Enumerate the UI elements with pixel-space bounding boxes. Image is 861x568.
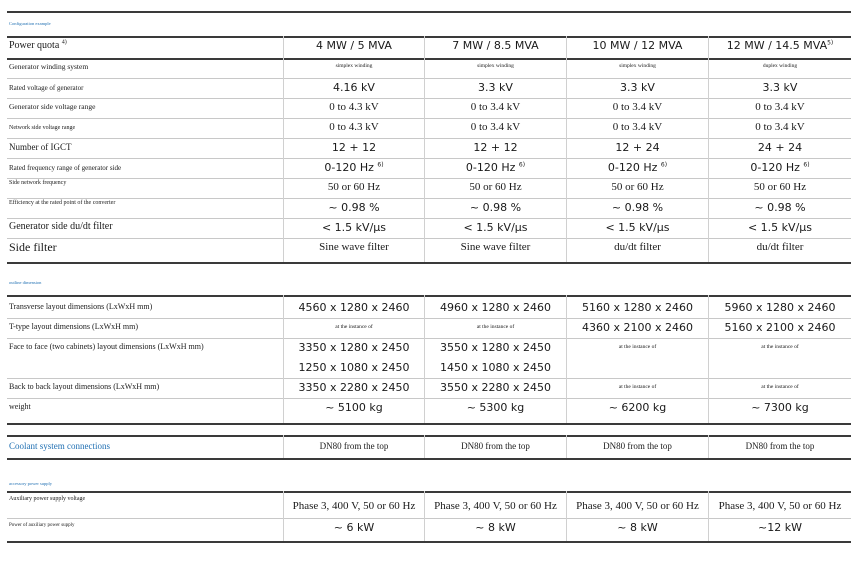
cell-net-freq-4: 50 or 60 Hz: [753, 181, 807, 193]
row-divider: [7, 338, 851, 339]
column-header-1: 4 MW / 5 MVA: [316, 39, 392, 52]
cell-freq-range-4: 0-120 Hz $^{6)}$: [750, 161, 810, 174]
column-header-4: 12 MW / 14.5 MVA$^{5)}$: [726, 39, 834, 52]
cell-face-2: 3550 x 1280 x 2450: [440, 341, 551, 354]
rule-config-bottom: [7, 262, 851, 264]
cell-gen-voltage-range-4: 0 to 3.4 kV: [755, 101, 805, 113]
column-header-2: 7 MW / 8.5 MVA: [452, 39, 539, 52]
row-divider: [7, 218, 851, 219]
cell-winding-4: duplex winding: [762, 63, 798, 69]
row-divider: [7, 518, 851, 519]
cell-efficiency-1: ~ 0.98 %: [328, 201, 380, 214]
row-label-ttype: T-type layout dimensions (LxWxH mm): [9, 322, 139, 331]
cell-transverse-1: 4560 x 1280 x 2460: [298, 301, 410, 314]
row-divider: [7, 378, 851, 379]
row-label-net-freq: Side network frequency: [9, 180, 67, 186]
row-label-gen-voltage-range: Generator side voltage range: [9, 102, 96, 111]
cell-weight-2: ~ 5300 kg: [466, 401, 525, 414]
row-label-weight: weight: [9, 402, 31, 411]
row-divider: [7, 158, 851, 159]
cell-igct-3: 12 + 24: [615, 141, 660, 154]
row-label-freq-range: Rated frequency range of generator side: [9, 164, 122, 172]
row-divider: [7, 138, 851, 139]
cell-aux-voltage-4: Phase 3, 400 V, 50 or 60 Hz: [718, 500, 842, 512]
cell-gen-voltage-range-2: 0 to 3.4 kV: [470, 101, 521, 113]
cell-winding-3: simplex winding: [619, 63, 656, 69]
cell-side-filter-2: Sine wave filter: [460, 241, 531, 253]
cell-efficiency-4: ~ 0.98 %: [754, 201, 806, 214]
cell-back-2: 3550 x 2280 x 2450: [440, 381, 551, 394]
row-label-back: Back to back layout dimensions (LxWxH mm): [9, 382, 160, 391]
row-label-side-filter: Side filter: [9, 240, 57, 254]
cell-efficiency-2: ~ 0.98 %: [469, 201, 522, 214]
cell-freq-range-3: 0-120 Hz $^{6)}$: [607, 161, 668, 174]
cell-rated-voltage-2: 3.3 kV: [478, 81, 513, 94]
row-label-coolant: Coolant system connections: [9, 441, 110, 451]
cell-aux-power-2: ~ 8 kW: [475, 521, 516, 534]
cell-coolant-1: DN80 from the top: [319, 441, 389, 451]
row-divider: [7, 318, 851, 319]
cell-side-filter-1: Sine wave filter: [319, 241, 389, 253]
cell-transverse-2: 4960 x 1280 x 2460: [440, 301, 551, 314]
cell-dudt-3: < 1.5 kV/μs: [605, 221, 670, 234]
cell-net-voltage-range-1: 0 to 4.3 kV: [329, 121, 379, 133]
cell-ttype-1: at the instance of: [335, 324, 373, 330]
row-divider: [7, 78, 851, 79]
row-label-net-voltage-range: Network side voltage range: [9, 125, 76, 131]
row-label-efficiency: Efficiency at the rated point of the converter: [9, 200, 116, 206]
cell-dudt-4: < 1.5 kV/μs: [747, 221, 813, 234]
cell-net-freq-2: 50 or 60 Hz: [469, 181, 522, 193]
cell-face-alt-1: 1250 x 1080 x 2450: [298, 361, 410, 374]
row-label-dudt: Generator side du/dt filter: [9, 221, 113, 232]
cell-net-voltage-range-3: 0 to 3.4 kV: [612, 121, 663, 133]
cell-aux-power-3: ~ 8 kW: [617, 521, 658, 534]
rule-dim-top: [7, 295, 851, 297]
cell-gen-voltage-range-3: 0 to 3.4 kV: [612, 101, 663, 113]
row-label-igct: Number of IGCT: [9, 142, 72, 152]
row-divider: [7, 178, 851, 179]
row-label-aux-voltage: Auxiliary power supply voltage: [9, 496, 86, 502]
cell-net-freq-1: 50 or 60 Hz: [327, 181, 381, 193]
section-title-auxiliary: accessory power supply: [9, 481, 52, 486]
cell-weight-3: ~ 6200 kg: [608, 401, 667, 414]
row-label-winding: Generator winding system: [9, 62, 89, 71]
cell-aux-voltage-3: Phase 3, 400 V, 50 or 60 Hz: [576, 500, 699, 512]
cell-efficiency-3: ~ 0.98 %: [611, 201, 664, 214]
rule-top: [7, 11, 851, 13]
cell-ttype-2: at the instance of: [476, 324, 515, 330]
cell-igct-4: 24 + 24: [757, 141, 803, 154]
cell-igct-2: 12 + 12: [473, 141, 518, 154]
cell-coolant-3: DN80 from the top: [603, 441, 672, 451]
cell-transverse-4: 5960 x 1280 x 2460: [724, 301, 836, 314]
cell-weight-4: ~ 7300 kg: [751, 401, 809, 414]
row-divider: [7, 118, 851, 119]
cell-net-voltage-range-4: 0 to 3.4 kV: [755, 121, 805, 133]
cell-face-alt-2: 1450 x 1080 x 2450: [440, 361, 551, 374]
cell-aux-voltage-2: Phase 3, 400 V, 50 or 60 Hz: [434, 500, 557, 512]
section-title-dimensions: outline dimension: [9, 280, 42, 285]
cell-aux-power-4: ~12 kW: [758, 521, 802, 534]
rule-coolant-bottom: [7, 458, 851, 460]
cell-side-filter-4: du/dt filter: [756, 241, 804, 253]
row-label-transverse: Transverse layout dimensions (LxWxH mm): [9, 302, 153, 311]
cell-aux-power-1: ~ 6 kW: [333, 521, 375, 534]
row-label-rated-voltage: Rated voltage of generator: [9, 84, 84, 92]
cell-winding-1: simplex winding: [335, 63, 373, 69]
cell-coolant-4: DN80 from the top: [745, 441, 815, 451]
rule-header-bottom: [7, 58, 851, 60]
cell-igct-1: 12 + 12: [331, 141, 377, 154]
cell-ttype-3: 4360 x 2100 x 2460: [582, 321, 693, 334]
cell-gen-voltage-range-1: 0 to 4.3 kV: [329, 101, 379, 113]
cell-rated-voltage-3: 3.3 kV: [620, 81, 655, 94]
rule-aux-top: [7, 491, 851, 493]
cell-freq-range-2: 0-120 Hz $^{6)}$: [465, 161, 526, 174]
row-label-face: Face to face (two cabinets) layout dimensions (LxWxH mm): [9, 342, 204, 351]
rule-dim-bottom: [7, 423, 851, 425]
cell-transverse-3: 5160 x 1280 x 2460: [582, 301, 693, 314]
section-title-configuration: Configuration example: [9, 21, 51, 26]
cell-freq-range-1: 0-120 Hz $^{6)}$: [324, 161, 384, 174]
cell-dudt-1: < 1.5 kV/μs: [321, 221, 387, 234]
column-header-3: 10 MW / 12 MVA: [592, 39, 683, 52]
cell-back-1: 3350 x 2280 x 2450: [298, 381, 410, 394]
row-divider: [7, 238, 851, 239]
cell-side-filter-3: du/dt filter: [614, 241, 661, 253]
cell-back-4: at the instance of: [761, 384, 799, 390]
row-label-aux-power: Power of auxiliary power supply: [9, 523, 75, 528]
cell-face-1: 3350 x 1280 x 2450: [298, 341, 410, 354]
row-divider: [7, 198, 851, 199]
cell-weight-1: ~ 5100 kg: [325, 401, 383, 414]
cell-aux-voltage-1: Phase 3, 400 V, 50 or 60 Hz: [292, 500, 416, 512]
cell-winding-2: simplex winding: [477, 63, 514, 69]
cell-rated-voltage-4: 3.3 kV: [762, 81, 798, 94]
rule-header-top: [7, 36, 851, 38]
cell-dudt-2: < 1.5 kV/μs: [463, 221, 528, 234]
rule-coolant-top: [7, 435, 851, 437]
cell-face-3: at the instance of: [618, 344, 657, 350]
cell-net-freq-3: 50 or 60 Hz: [611, 181, 664, 193]
cell-coolant-2: DN80 from the top: [461, 441, 530, 451]
cell-face-4: at the instance of: [761, 344, 799, 350]
cell-ttype-4: 5160 x 2100 x 2460: [724, 321, 836, 334]
power-quota-label: Power quota $^{4)}$: [9, 39, 67, 51]
cell-net-voltage-range-2: 0 to 3.4 kV: [470, 121, 521, 133]
cell-rated-voltage-1: 4.16 kV: [333, 81, 375, 94]
rule-aux-bottom: [7, 541, 851, 543]
row-divider: [7, 98, 851, 99]
row-divider: [7, 398, 851, 399]
cell-back-3: at the instance of: [618, 384, 657, 390]
